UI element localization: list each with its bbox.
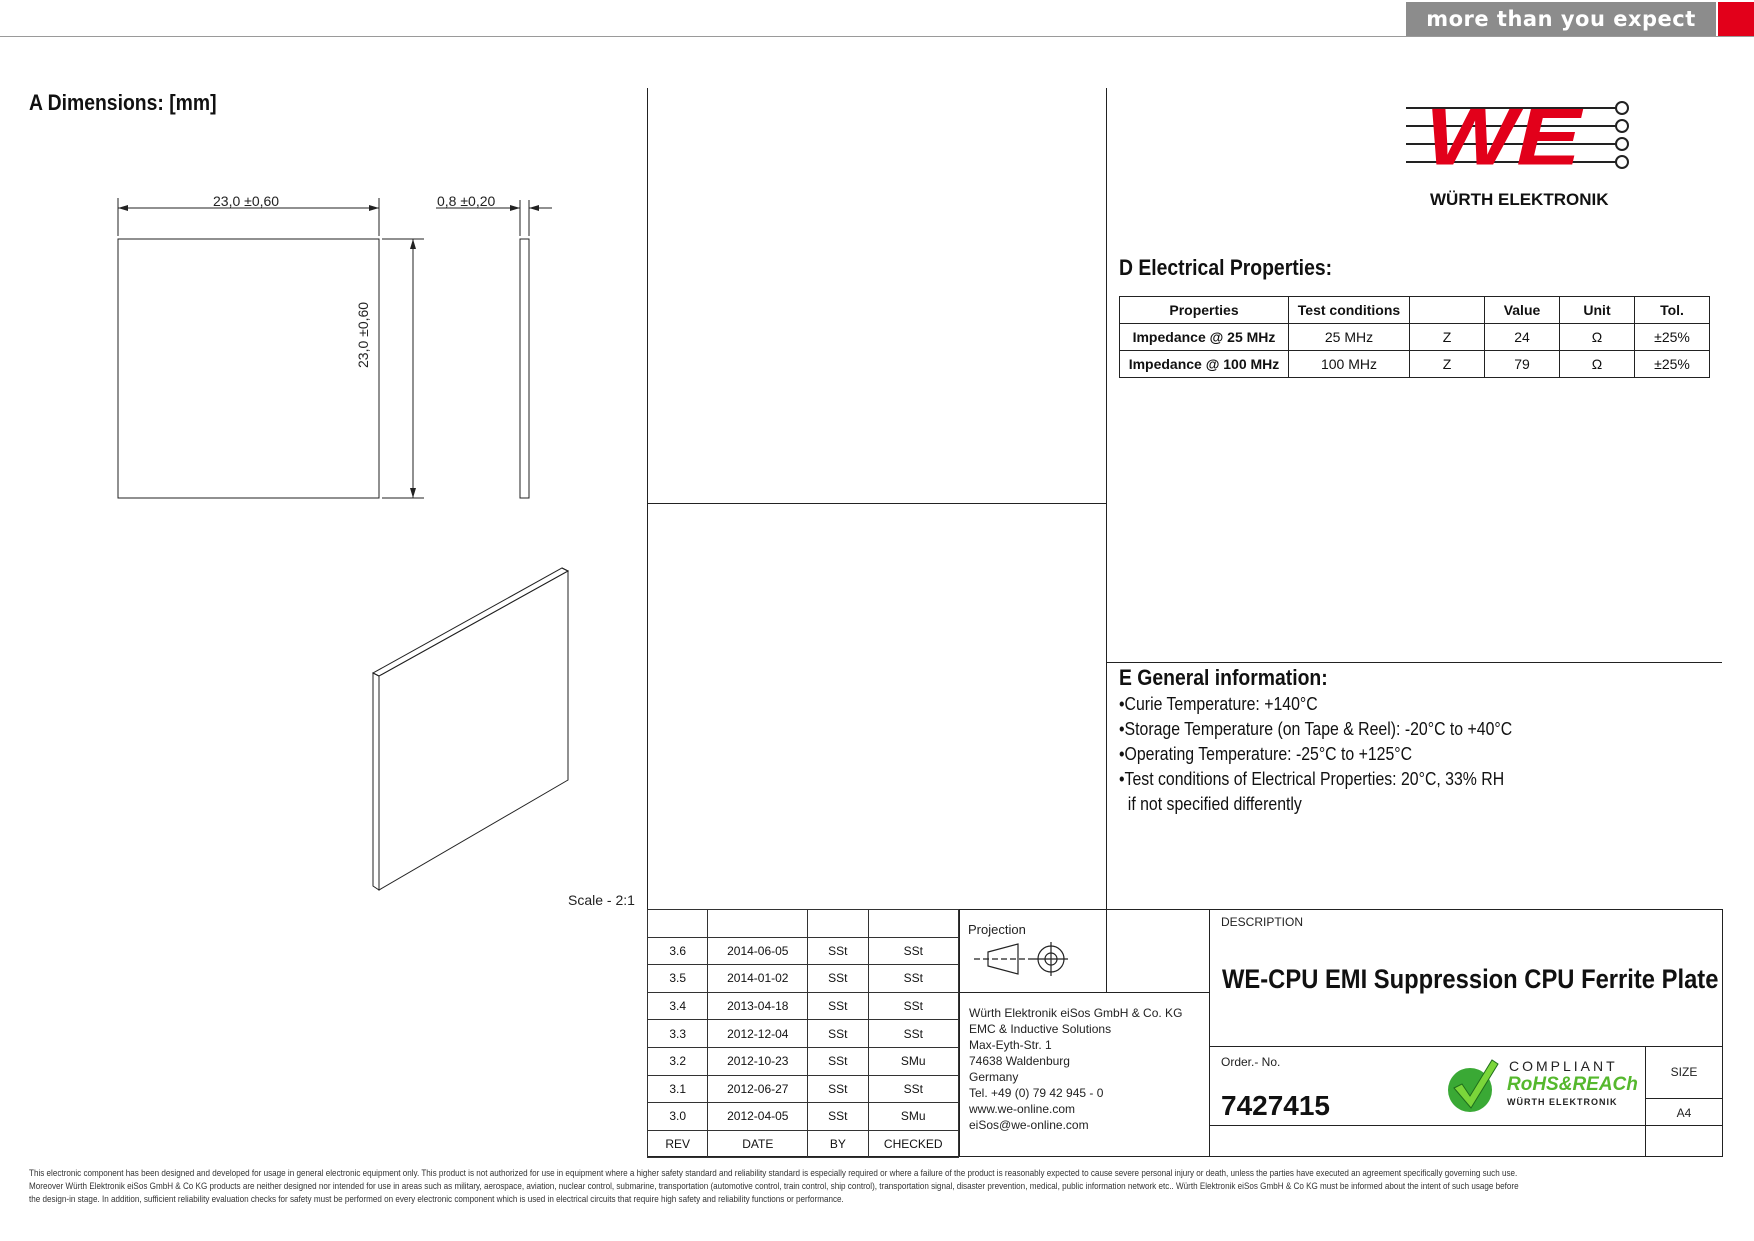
table-row: Impedance @ 100 MHz 100 MHz Z 79 Ω ±25% (1120, 351, 1710, 378)
list-item: •Curie Temperature: +140°C (1119, 694, 1318, 714)
wurth-logo (1400, 94, 1650, 214)
projection-left-line (959, 909, 960, 1157)
size-value: A4 (1676, 1106, 1692, 1120)
compliant-text: COMPLIANT (1509, 1058, 1618, 1074)
rohs-reach-text: RoHS&REACh (1507, 1074, 1638, 1095)
description-label: DESCRIPTION (1221, 915, 1304, 929)
electrical-title: D Electrical Properties: (1119, 255, 1333, 280)
header-unit: Unit (1560, 297, 1635, 324)
table-row: 3.2 2012-10-23 SSt SMu (648, 1047, 959, 1075)
table-row: 3.0 2012-04-05 SSt SMu (648, 1103, 959, 1131)
table-header-row (1120, 297, 1710, 324)
list-item: •Storage Temperature (on Tape & Reel): -20°C to +40°C (1119, 719, 1513, 739)
table-row: 3.6 2014-06-05 SSt SSt (648, 937, 959, 965)
compliant-check-icon (1440, 1056, 1500, 1116)
table-row: 3.3 2012-12-04 SSt SSt (648, 1020, 959, 1048)
projection-symbol-icon (970, 940, 1080, 980)
disclaimer-line: Moreover Würth Elektronik eiSos GmbH & Co KG products are neither designed nor intended for use in areas such as military, aerospace, aviation, nuclear control, submarine, transportation (automotive control, train control, ship control), transportation signal, disaster prevention, medical, public information network etc.. Würth Elektronik eiSos GmbH & Co KG must be informed about the intent of such usage before (29, 1181, 1519, 1191)
frame-line-right-horizontal (1106, 662, 1722, 663)
front-view-outline (118, 239, 379, 498)
disclaimer (29, 1167, 1739, 1206)
header-date: DATE (708, 1130, 808, 1158)
electrical-properties-table (1119, 296, 1710, 378)
disclaimer-line: the design-in stage. In addition, sufficient reliability evaluation checks for safety must be performed on every electronic component which is used in electrical circuits that require high safety and reliability functions or performance. (29, 1194, 844, 1204)
revision-header-row (648, 1130, 959, 1158)
general-info-list (1119, 692, 1566, 817)
side-view-outline (520, 239, 529, 498)
iso-top-face (373, 568, 568, 676)
frame-line-left (647, 88, 648, 910)
size-label: SIZE (1670, 1065, 1698, 1079)
header-tolerance: Tol. (1635, 297, 1710, 324)
dimension-drawing (0, 0, 650, 920)
revision-table (647, 909, 959, 1158)
projection-right-line (1106, 909, 1107, 993)
table-row: 3.1 2012-06-27 SSt SSt (648, 1075, 959, 1103)
list-item: •Test conditions of Electrical Properties: 20°C, 33% RH (1119, 769, 1505, 789)
height-dimension-label: 23,0 ±0,60 (355, 301, 371, 368)
scale-label: Scale - 2:1 (568, 892, 635, 908)
logo-brand-text: WÜRTH ELEKTRONIK (1430, 190, 1609, 209)
tagline-banner: more than you expect (1406, 2, 1716, 36)
table-row: 3.5 2014-01-02 SSt SSt (648, 965, 959, 993)
list-item: •Operating Temperature: -25°C to +125°C (1119, 744, 1413, 764)
compliant-brand-text: WÜRTH ELEKTRONIK (1507, 1097, 1618, 1107)
product-description: WE-CPU EMI Suppression CPU Ferrite Plate (1222, 964, 1719, 994)
projection-bottom-line (959, 992, 1210, 993)
frame-line-middle (1106, 88, 1107, 910)
iso-front-face (379, 571, 568, 890)
list-item: if not specified differently (1119, 794, 1302, 814)
thickness-dimension-label: 0,8 ±0,20 (437, 193, 496, 209)
header-rev: REV (648, 1130, 708, 1158)
logo-mark: WE (1425, 94, 1581, 182)
order-number: 7427415 (1221, 1090, 1331, 1121)
header-test-conditions: Test conditions (1289, 297, 1410, 324)
general-info-title: E General information: (1119, 665, 1328, 690)
projection-label: Projection (968, 922, 1026, 937)
table-row (648, 910, 959, 938)
header-by: BY (808, 1130, 868, 1158)
disclaimer-line: This electronic component has been designed and developed for usage in general electronic equipment only. This product is not authorized for use in equipment where a higher safety standard and reliability standard is especially required or where a failure of the product is reasonably expected to cause severe personal injury or death, unless the parties have executed an agreement specifically governing such use. (29, 1168, 1518, 1178)
iso-side-face (373, 673, 379, 890)
frame-line-mid-horizontal (647, 503, 1107, 504)
size-divider (1645, 1098, 1723, 1099)
description-left-line (1209, 909, 1210, 1157)
company-address: Würth Elektronik eiSos GmbH & Co. KG EMC & Inductive Solutions Max-Eyth-Str. 1 74638 Waldenburg Germany Tel. +49 (0) 79 42 945 - 0 www.we-online.com eiSos@we-online.com (969, 1006, 1183, 1132)
dimensions-title: A Dimensions: [mm] (29, 90, 217, 115)
header-symbol (1410, 297, 1485, 324)
header-checked: CHECKED (868, 1130, 959, 1158)
width-dimension-label: 23,0 ±0,60 (213, 193, 280, 209)
order-number-label: Order.- No. (1221, 1055, 1281, 1069)
header-value: Value (1485, 297, 1560, 324)
header-properties: Properties (1120, 297, 1289, 324)
table-row: 3.4 2013-04-18 SSt SSt (648, 992, 959, 1020)
tagline-accent (1718, 2, 1754, 36)
size-left-line (1645, 1046, 1646, 1157)
table-row: Impedance @ 25 MHz 25 MHz Z 24 Ω ±25% (1120, 324, 1710, 351)
